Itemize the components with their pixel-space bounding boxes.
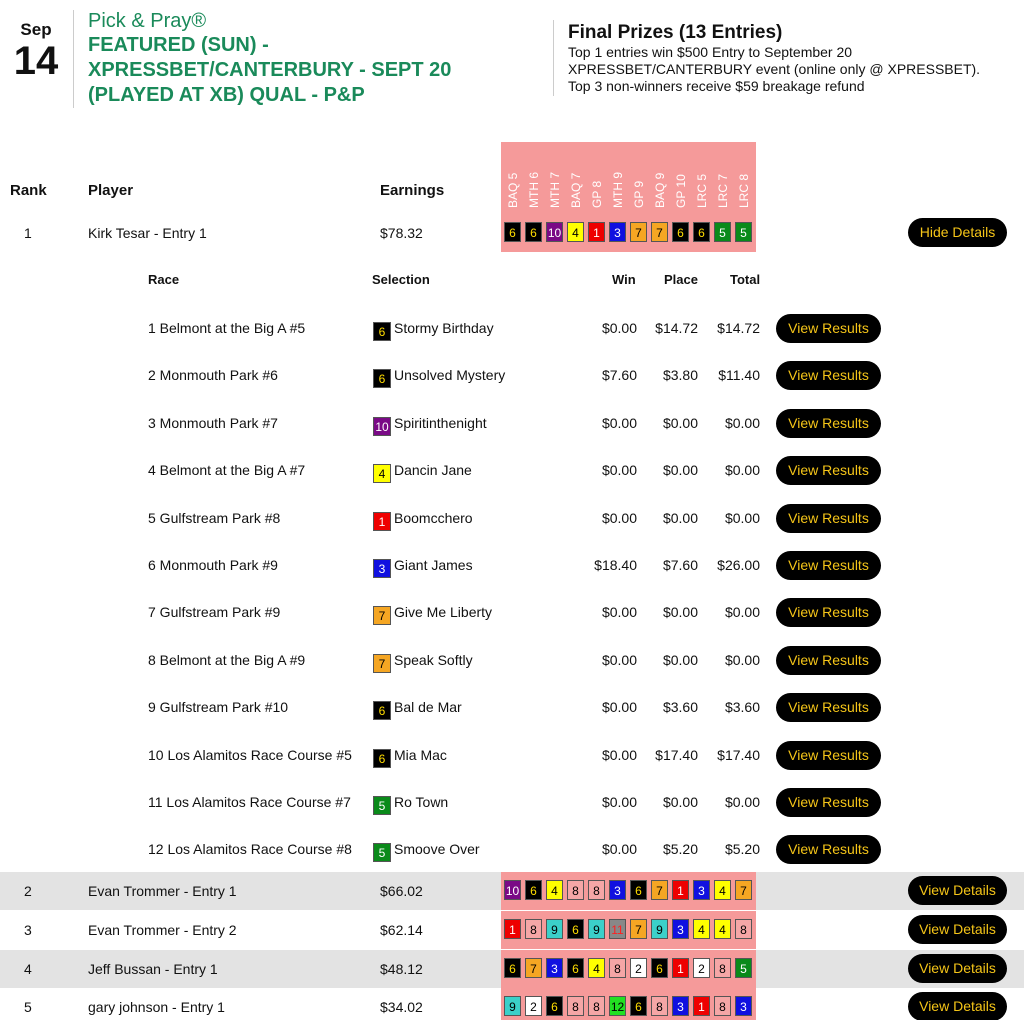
program-number-chip: 9 (546, 919, 563, 939)
detail-row (0, 596, 1024, 632)
date-day: 14 (13, 39, 59, 83)
race-column-label (671, 142, 691, 208)
program-number-chip: 9 (588, 919, 605, 939)
detail-row (0, 739, 1024, 775)
race-column-label (545, 142, 565, 208)
prize-line: Top 1 entries win $500 Entry to September 20 (568, 44, 853, 60)
race-label: LRC 7 (716, 173, 730, 208)
horse-name: Stormy Birthday (394, 320, 494, 336)
program-number-chip: 4 (567, 222, 584, 242)
event-title-block (88, 10, 528, 108)
view-results-button[interactable]: View Results (776, 456, 881, 485)
table-row (0, 911, 1024, 949)
earnings: $66.02 (380, 883, 423, 899)
race-name: 3 Monmouth Park #7 (148, 414, 278, 431)
race-column-label (608, 142, 628, 208)
program-number-chip: 8 (567, 880, 584, 900)
program-number-chip: 2 (693, 958, 710, 978)
place-amount: $0.00 (662, 462, 698, 479)
detail-row (0, 454, 1024, 490)
program-number-chip: 7 (373, 654, 391, 673)
event-brand: Pick & Pray® (88, 10, 207, 32)
race-column-label (650, 142, 670, 208)
rank: 4 (24, 961, 32, 977)
race-label: GP 10 (674, 174, 688, 208)
program-number-chip: 8 (588, 996, 605, 1016)
race-column-label (713, 142, 733, 208)
program-number-chip: 6 (567, 958, 584, 978)
view-results-button[interactable]: View Results (776, 693, 881, 722)
program-number-chip: 5 (735, 222, 752, 242)
selection-strip (501, 872, 756, 910)
divider (73, 10, 74, 108)
detail-row (0, 691, 1024, 727)
view-results-button[interactable]: View Results (776, 741, 881, 770)
detail-row (0, 549, 1024, 585)
place-amount: $3.80 (662, 367, 698, 384)
program-number-chip: 12 (609, 996, 626, 1016)
race-label: GP 8 (590, 180, 604, 208)
win-amount: $0.00 (601, 746, 637, 763)
prize-title: Final Prizes (13 Entries) (568, 22, 783, 43)
program-number-chip: 5 (373, 796, 391, 815)
view-results-button[interactable]: View Results (776, 314, 881, 343)
program-number-chip: 8 (525, 919, 542, 939)
program-number-chip: 10 (373, 417, 391, 436)
race-name: 6 Monmouth Park #9 (148, 557, 278, 573)
program-number-chip: 6 (630, 880, 647, 900)
total-amount: $3.60 (724, 699, 760, 716)
program-number-chip: 8 (588, 880, 605, 900)
total-amount: $0.00 (724, 794, 760, 810)
view-results-button[interactable]: View Results (776, 551, 881, 580)
program-number-chip: 1 (672, 958, 689, 978)
program-number-chip: 7 (630, 222, 647, 242)
place-amount: $3.60 (662, 699, 698, 716)
program-number-chip: 1 (373, 512, 391, 531)
program-number-chip: 3 (546, 958, 563, 978)
detail-row (0, 359, 1024, 395)
race-label: LRC 8 (737, 173, 751, 208)
program-number-chip: 6 (525, 880, 542, 900)
win-amount: $0.00 (601, 462, 637, 479)
race-name: 12 Los Alamitos Race Course #8 (148, 841, 352, 858)
race-column-label (629, 142, 649, 208)
rank: 1 (24, 225, 32, 241)
program-number-chip: 4 (714, 919, 731, 939)
program-number-chip: 2 (525, 996, 542, 1016)
program-number-chip: 3 (693, 880, 710, 900)
player-name: Evan Trommer - Entry 2 (88, 922, 237, 938)
view-results-button[interactable]: View Results (776, 504, 881, 533)
program-number-chip: 6 (672, 222, 689, 242)
program-number-chip: 3 (735, 996, 752, 1016)
player-name: gary johnson - Entry 1 (88, 999, 225, 1015)
horse-name: Smoove Over (394, 841, 480, 858)
program-number-chip: 6 (373, 749, 391, 768)
place-col-header: Place (664, 272, 698, 287)
horse-name: Ro Town (394, 794, 449, 810)
race-name: 1 Belmont at the Big A #5 (148, 320, 306, 336)
player-name: Jeff Bussan - Entry 1 (88, 961, 218, 977)
horse-name: Spiritinthenight (394, 414, 487, 431)
program-number-chip: 8 (651, 996, 668, 1016)
total-amount: $17.40 (717, 746, 760, 763)
total-amount: $0.00 (724, 414, 760, 431)
program-number-chip: 3 (609, 880, 626, 900)
horse-name: Mia Mac (394, 746, 447, 763)
view-results-button[interactable]: View Results (776, 361, 881, 390)
program-number-chip: 3 (609, 222, 626, 242)
race-column-header (501, 142, 756, 214)
race-name: 7 Gulfstream Park #9 (148, 604, 281, 621)
program-number-chip: 8 (735, 919, 752, 939)
race-column-label (587, 142, 607, 208)
total-amount: $14.72 (717, 320, 760, 336)
place-amount: $17.40 (655, 746, 698, 763)
horse-name: Giant James (394, 557, 473, 573)
race-column-label (692, 142, 712, 208)
race-label: GP 9 (632, 180, 646, 208)
program-number-chip: 11 (609, 919, 626, 939)
event-date (8, 20, 64, 82)
view-details-button[interactable]: View Details (908, 915, 1007, 944)
earnings: $78.32 (380, 225, 423, 241)
place-amount: $0.00 (662, 794, 698, 810)
place-amount: $14.72 (655, 320, 698, 336)
horse-name: Dancin Jane (394, 462, 472, 479)
date-month: Sep (20, 20, 52, 39)
program-number-chip: 1 (588, 222, 605, 242)
earnings: $48.12 (380, 961, 423, 977)
total-amount: $0.00 (724, 462, 760, 479)
program-number-chip: 6 (373, 369, 391, 388)
view-details-button[interactable]: View Details (908, 992, 1007, 1020)
detail-row (0, 312, 1024, 348)
divider (553, 20, 554, 96)
race-name: 2 Monmouth Park #6 (148, 367, 278, 384)
race-label: BAQ 7 (569, 172, 583, 208)
program-number-chip: 8 (714, 996, 731, 1016)
total-amount: $0.00 (724, 604, 760, 621)
col-player-header: Player (88, 182, 134, 199)
place-amount: $7.60 (662, 557, 698, 573)
hide-details-button[interactable]: Hide Details (908, 218, 1007, 247)
view-results-button[interactable]: View Results (776, 598, 881, 627)
selection-strip (501, 988, 756, 1020)
program-number-chip: 7 (651, 222, 668, 242)
program-number-chip: 5 (373, 843, 391, 862)
program-number-chip: 6 (546, 996, 563, 1016)
total-amount: $0.00 (724, 509, 760, 526)
win-col-header: Win (612, 272, 636, 287)
place-amount: $0.00 (662, 509, 698, 526)
horse-name: Boomcchero (394, 509, 473, 526)
selection-strip (501, 214, 756, 252)
win-amount: $0.00 (601, 509, 637, 526)
race-label: LRC 5 (695, 173, 709, 208)
program-number-chip: 7 (373, 606, 391, 625)
program-number-chip: 6 (693, 222, 710, 242)
prize-info (568, 22, 1018, 95)
program-number-chip: 8 (609, 958, 626, 978)
program-number-chip: 3 (373, 559, 391, 578)
race-name: 4 Belmont at the Big A #7 (148, 462, 306, 479)
table-row (0, 872, 1024, 910)
race-label: BAQ 5 (506, 172, 520, 208)
place-amount: $0.00 (662, 414, 698, 431)
earnings: $34.02 (380, 999, 423, 1015)
horse-name: Speak Softly (394, 651, 473, 668)
place-amount: $5.20 (662, 841, 698, 858)
col-rank-header: Rank (10, 182, 47, 199)
selection-strip (501, 950, 756, 988)
program-number-chip: 1 (693, 996, 710, 1016)
program-number-chip: 2 (630, 958, 647, 978)
race-label: MTH 6 (527, 172, 541, 208)
race-name: 8 Belmont at the Big A #9 (148, 651, 306, 668)
detail-row (0, 502, 1024, 538)
race-column-label (503, 142, 523, 208)
program-number-chip: 6 (504, 958, 521, 978)
table-row (0, 214, 1024, 252)
event-name: FEATURED (SUN) - XPRESSBET/CANTERBURY - SEPT 20 (PLAYED AT XB) QUAL - P&P (88, 34, 452, 106)
program-number-chip: 8 (714, 958, 731, 978)
win-amount: $0.00 (601, 841, 637, 858)
view-results-button[interactable]: View Results (776, 835, 881, 864)
detail-row (0, 833, 1024, 869)
program-number-chip: 4 (588, 958, 605, 978)
place-amount: $0.00 (662, 651, 698, 668)
horse-name: Bal de Mar (394, 699, 462, 716)
player-name: Kirk Tesar - Entry 1 (88, 225, 207, 241)
view-results-button[interactable]: View Results (776, 409, 881, 438)
win-amount: $0.00 (601, 699, 637, 716)
win-amount: $0.00 (601, 604, 637, 621)
detail-row (0, 407, 1024, 443)
table-row (0, 988, 1024, 1020)
race-label: MTH 7 (548, 172, 562, 208)
program-number-chip: 6 (373, 322, 391, 341)
race-name: 5 Gulfstream Park #8 (148, 509, 281, 526)
program-number-chip: 6 (525, 222, 542, 242)
program-number-chip: 10 (504, 880, 521, 900)
prize-line: XPRESSBET/CANTERBURY event (online only @ XPRESSBET). (568, 61, 981, 77)
program-number-chip: 9 (504, 996, 521, 1016)
race-label: BAQ 9 (653, 172, 667, 208)
program-number-chip: 6 (651, 958, 668, 978)
race-name: 10 Los Alamitos Race Course #5 (148, 746, 352, 763)
program-number-chip: 4 (714, 880, 731, 900)
race-column-label (524, 142, 544, 208)
earnings: $62.14 (380, 922, 423, 938)
program-number-chip: 9 (651, 919, 668, 939)
program-number-chip: 1 (504, 919, 521, 939)
race-name: 9 Gulfstream Park #10 (148, 699, 289, 716)
view-details-button[interactable]: View Details (908, 954, 1007, 983)
program-number-chip: 3 (672, 996, 689, 1016)
win-amount: $0.00 (601, 320, 637, 336)
program-number-chip: 6 (567, 919, 584, 939)
rank: 5 (24, 999, 32, 1015)
win-amount: $7.60 (601, 367, 637, 384)
selection-col-header: Selection (372, 272, 430, 287)
program-number-chip: 1 (672, 880, 689, 900)
program-number-chip: 5 (735, 958, 752, 978)
program-number-chip: 6 (630, 996, 647, 1016)
program-number-chip: 6 (504, 222, 521, 242)
win-amount: $0.00 (601, 651, 637, 668)
program-number-chip: 3 (672, 919, 689, 939)
prize-line: Top 3 non-winners receive $59 breakage refund (568, 78, 865, 94)
total-amount: $0.00 (724, 651, 760, 668)
detail-row (0, 786, 1024, 822)
program-number-chip: 7 (651, 880, 668, 900)
total-amount: $11.40 (718, 367, 760, 384)
race-column-label (566, 142, 586, 208)
win-amount: $0.00 (601, 794, 637, 810)
race-name: 11 Los Alamitos Race Course #7 (148, 794, 351, 810)
view-results-button[interactable]: View Results (776, 788, 881, 817)
program-number-chip: 7 (630, 919, 647, 939)
view-details-button[interactable]: View Details (908, 876, 1007, 905)
total-amount: $5.20 (724, 841, 760, 858)
player-name: Evan Trommer - Entry 1 (88, 883, 237, 899)
col-earnings-header: Earnings (380, 182, 445, 199)
place-amount: $0.00 (662, 604, 698, 621)
program-number-chip: 7 (525, 958, 542, 978)
total-col-header: Total (730, 272, 761, 287)
program-number-chip: 5 (714, 222, 731, 242)
program-number-chip: 10 (546, 222, 563, 242)
program-number-chip: 7 (735, 880, 752, 900)
program-number-chip: 6 (373, 701, 391, 720)
view-results-button[interactable]: View Results (776, 646, 881, 675)
horse-name: Unsolved Mystery (394, 367, 506, 384)
program-number-chip: 4 (373, 464, 391, 483)
selection-strip (501, 911, 756, 949)
race-column-label (734, 142, 754, 208)
program-number-chip: 4 (693, 919, 710, 939)
rank: 2 (24, 883, 32, 899)
win-amount: $0.00 (601, 414, 637, 431)
total-amount: $26.00 (717, 557, 760, 573)
win-amount: $18.40 (594, 557, 637, 573)
detail-row (0, 644, 1024, 680)
race-col-header: Race (148, 272, 180, 287)
rank: 3 (24, 922, 32, 938)
table-row (0, 950, 1024, 988)
program-number-chip: 8 (567, 996, 584, 1016)
horse-name: Give Me Liberty (394, 604, 493, 621)
race-label: MTH 9 (611, 172, 625, 208)
program-number-chip: 4 (546, 880, 563, 900)
